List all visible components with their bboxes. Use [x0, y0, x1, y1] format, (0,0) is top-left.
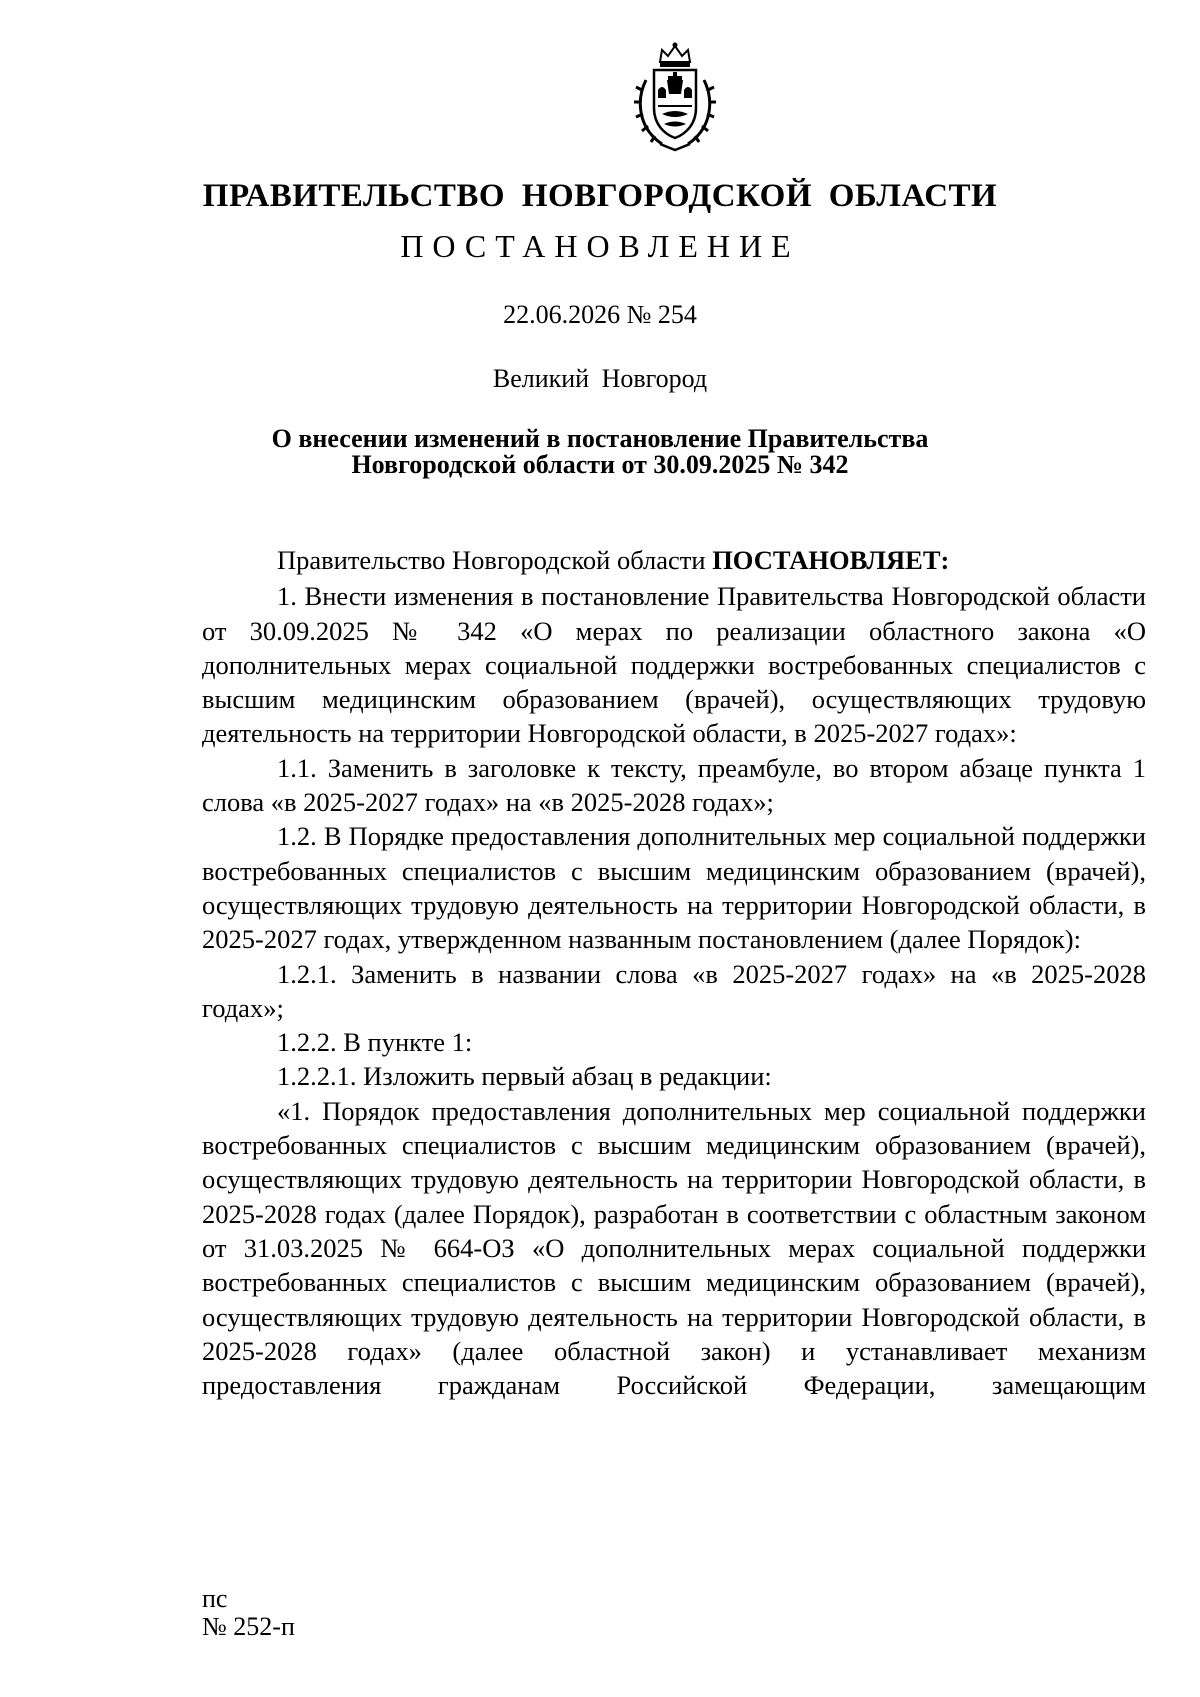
paragraph-1-2-2-1: 1.2.2.1. Изложить первый абзац в редакции: [277, 1061, 772, 1092]
document-date-number: 22.06.2026 № 254 [503, 300, 697, 329]
paragraph-1-2-1: 1.2.1. Заменить в названии слова «в 2025-2027 годах» на «в 2025-2028 годах»; [202, 958, 1146, 1023]
document-subject [0, 426, 1200, 478]
footer-number: № 252-п [202, 1612, 295, 1641]
paragraph-1-2: 1.2. В Порядке предоставления дополнительных мер социальной поддержки востребованных специалистов с высшим медицинским образованием (врачей), осуществляющих трудовую деятельность на территории Новгородской области, в 2025-2027 годах, утвержденном названным постановлением (далее Порядок): [202, 821, 1146, 955]
document-footer [202, 1585, 295, 1641]
subject-line-2: Новгородской области от 30.09.2025 № 342 [351, 450, 849, 479]
paragraph-1: 1. Внести изменения в постановление Правительства Новгородской области от 30.09.2025 № 342 «О мерах по реализации областного закона «О дополнительных мерах социальной поддержки востребованных специалистов с высшим медицинским образованием (врачей), осуществляющих трудовую деятельность на территории Новгородской области, в 2025-2027 годах»: [202, 581, 1146, 749]
paragraph-1-2-2: 1.2.2. В пункте 1: [277, 1027, 473, 1058]
decree-word: ПОСТАНОВЛЯЕТ: [712, 545, 950, 575]
paragraph-1-1: 1.1. Заменить в заголовке к тексту, преамбуле, во втором абзаце пункта 1 слова «в 2025-2027 годах» на «в 2025-2028 годах»; [202, 752, 1146, 818]
coat-of-arms-icon [632, 40, 718, 154]
document-body [202, 543, 1146, 1402]
preamble-text: Правительство Новгородской области [277, 545, 713, 575]
preamble [202, 543, 1146, 577]
document-city: Великий Новгород [492, 364, 708, 393]
quoted-paragraph: «1. Порядок предоставления дополнительных мер социальной поддержки востребованных специалистов с высшим медицинским образованием (врачей), осуществляющих трудовую деятельность на территории Новгородской области, в 2025-2028 годах (далее Порядок), разработан в соответствии с областным законом от 31.03.2025 № 664-ОЗ «О дополнительных мерах социальной поддержки востребованных специалистов с высшим медицинским образованием (врачей), осуществляющих трудовую деятельность на территории Новгородской области, в 2025-2028 годах» (далее областной закон) и устанавливает механизм предоставления гражданам Российской Федерации, замещающим [202, 1095, 1146, 1401]
footer-code: пс [202, 1584, 228, 1613]
government-title: ПРАВИТЕЛЬСТВО НОВГОРОДСКОЙ ОБЛАСТИ [202, 178, 998, 214]
document-type: ПОСТАНОВЛЕНИЕ [400, 228, 800, 264]
subject-line-1: О внесении изменений в постановление Правительства [271, 424, 929, 453]
